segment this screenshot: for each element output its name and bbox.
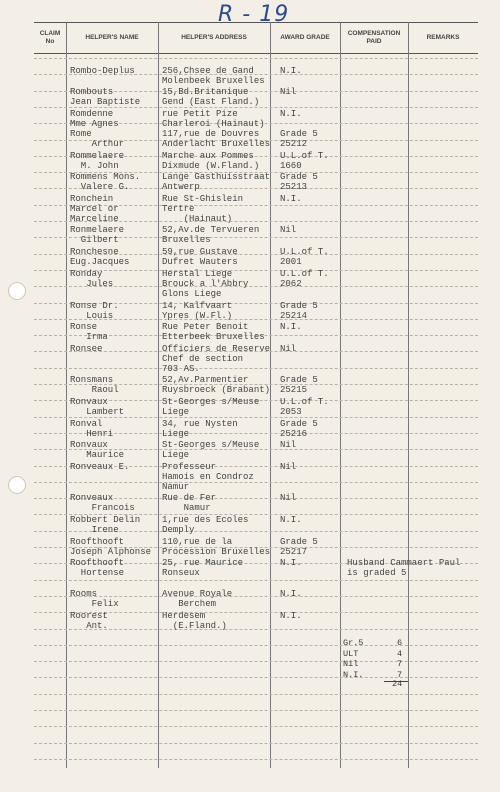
col-comp-header: COMPENSATION PAID (347, 30, 401, 45)
helper-address: Rue St-Ghislein Tertre (Hainaut) (162, 194, 244, 224)
helper-name: Ronse Irma (70, 322, 108, 342)
award-grade: N.I. (280, 194, 302, 204)
helper-address: 15,Bd.Britanique Gend (East Fland.) (162, 87, 260, 107)
helper-address: Avenue Royale Berchem (162, 589, 233, 609)
ruled-line (34, 710, 478, 711)
table-header (34, 22, 478, 54)
col-remarks-header: REMARKS (426, 34, 460, 41)
helper-name: Ronvaux Lambert (70, 397, 125, 417)
award-grade: Nil (280, 225, 297, 235)
column-divider (66, 22, 67, 768)
ruled-line (34, 58, 478, 59)
award-grade: Grade 5 25212 (280, 129, 318, 149)
helper-address: Herstal Liege Brouck a l'Abbry Glons Liege (162, 269, 249, 299)
helper-address: 14, Kalfvaart Ypres (W.Fl.) (162, 301, 233, 321)
helper-name: Roofthooft Joseph Alphonse (70, 537, 152, 557)
helper-name: Ronveaux Francois (70, 493, 135, 513)
ruled-line (34, 482, 478, 483)
award-grade: U.L.of T. 2001 (280, 247, 329, 267)
ruled-line (34, 759, 478, 760)
helper-address: 52,Av.Parmentier Ruysbroeck (Brabant) (162, 375, 271, 395)
award-grade: N.I. (280, 322, 302, 332)
ruled-line (34, 677, 478, 678)
tally-total: 24 (392, 679, 403, 689)
helper-name: Robbert Delin Irene (70, 515, 141, 535)
col-address-header: HELPER'S ADDRESS (181, 34, 247, 41)
helper-name: Rooms Felix (70, 589, 119, 609)
helper-address: Marche aux Pommes Dixmude (W.Fland.) (162, 151, 260, 171)
helper-address: Rue Peter Benoit Etterbeek Bruxelles (162, 322, 265, 342)
helper-name: Ronsee (70, 344, 103, 354)
award-grade: N.I. (280, 66, 302, 76)
column-divider (158, 22, 159, 768)
helper-name: Ronvaux Maurice (70, 440, 125, 460)
helper-address: 1,rue des Ecoles Demply (162, 515, 249, 535)
tally-count: 7 (397, 669, 403, 680)
ruled-line (34, 107, 478, 108)
col-claim-header: CLAIM No (39, 30, 61, 45)
helper-address: 110,rue de la Procession Bruxelles (162, 537, 271, 557)
helper-name: Ronmelaere Gilbert (70, 225, 125, 245)
helper-address: Officiers de Reserve Chef de section 703 AS. (162, 344, 271, 374)
helper-name: Rombo-Deplus (70, 66, 135, 76)
helper-name: Ronveaux E. (70, 462, 130, 472)
tally-count: 4 (397, 648, 403, 659)
helper-name: Ronval Henri (70, 419, 114, 439)
helper-address: rue Petit Pize Charleroi (Hainaut) (162, 109, 265, 129)
helper-name: Rommens Mons. Valere G. (70, 172, 141, 192)
punch-hole-icon (8, 476, 26, 494)
helper-name: Roorest Ant. (70, 611, 108, 631)
column-divider (270, 22, 271, 768)
column-divider (340, 22, 341, 768)
helper-address: 59,rue Gustave Dufret Wauters (162, 247, 238, 267)
award-grade: U.L.of T. 2062 (280, 269, 329, 289)
award-grade: U.L.of T. 2053 (280, 397, 329, 417)
ruled-line (34, 580, 478, 581)
helper-address: 34, rue Nysten Liege (162, 419, 238, 439)
col-grade-header: AWARD GRADE (280, 34, 330, 41)
helper-name: Rombouts Jean Baptiste (70, 87, 141, 107)
helper-name: Roofthooft Hortense (70, 558, 125, 578)
col-name-header: HELPER'S NAME (85, 34, 139, 41)
helper-name: Rommelaere M. John (70, 151, 125, 171)
award-grade: N.I. (280, 589, 302, 599)
helper-name: Ronsmans Raoul (70, 375, 119, 395)
remarks: Husband Cammaert Paul is graded 5 (347, 558, 461, 578)
tally-label: Gr.5 (343, 638, 364, 648)
helper-address: Rue de Fer Namur (162, 493, 217, 513)
ruled-line (34, 661, 478, 662)
helper-address: Professeur Hamois en Condroz Namur (162, 462, 254, 492)
award-grade: Nil (280, 344, 297, 354)
award-grade: N.I. (280, 558, 302, 568)
tally-label: N.I. (343, 669, 364, 680)
award-grade: Nil (280, 462, 297, 472)
award-grade: Nil (280, 493, 297, 503)
helper-address: St-Georges s/Meuse Liege (162, 440, 260, 460)
award-grade: U.L.of T. 1660 (280, 151, 329, 171)
tally-count: 7 (397, 659, 403, 669)
helper-address: Lange Gasthuisstraat Antwerp (162, 172, 271, 192)
helper-address: Herdesem (E.Fland.) (162, 611, 227, 631)
tally-label: Nil (343, 659, 359, 669)
award-grade: Grade 5 25217 (280, 537, 318, 557)
ruled-line (34, 743, 478, 744)
ruled-line (34, 726, 478, 727)
helper-address: 256,Chsee de Gand Molenbeek Bruxelles (162, 66, 265, 86)
helper-name: Romdenne Mme Agnes (70, 109, 119, 129)
tally-count: 6 (397, 638, 403, 648)
helper-name: Ronse Dr. Louis (70, 301, 119, 321)
award-grade: Grade 5 25213 (280, 172, 318, 192)
award-grade: Nil (280, 440, 297, 450)
helper-address: 25, rue Maurice Ronseux (162, 558, 244, 578)
award-grade: N.I. (280, 109, 302, 119)
award-grade: Grade 5 25215 (280, 375, 318, 395)
award-grade: Grade 5 25214 (280, 301, 318, 321)
award-grade: Grade 5 25216 (280, 419, 318, 439)
helper-name: Ronday Jules (70, 269, 114, 289)
helper-name: Ronchein Marcel or Marceline (70, 194, 119, 224)
award-grade: Nil (280, 87, 297, 97)
helper-name: Ronchesne Eug.Jacques (70, 247, 130, 267)
award-grade: N.I. (280, 515, 302, 525)
helper-address: 117,rue de Douvres Anderlacht Bruxelles (162, 129, 271, 149)
helper-name: Rome Arthur (70, 129, 125, 149)
tally-label: ULT (343, 648, 359, 659)
punch-hole-icon (8, 282, 26, 300)
helper-address: 52,Av.de Tervueren Bruxelles (162, 225, 260, 245)
column-divider (408, 22, 409, 768)
award-grade: N.I. (280, 611, 302, 621)
ruled-line (34, 694, 478, 695)
helper-address: St-Georges s/Meuse Liege (162, 397, 260, 417)
handwritten-title: R - 19 (218, 2, 290, 27)
ruled-line (34, 645, 478, 646)
